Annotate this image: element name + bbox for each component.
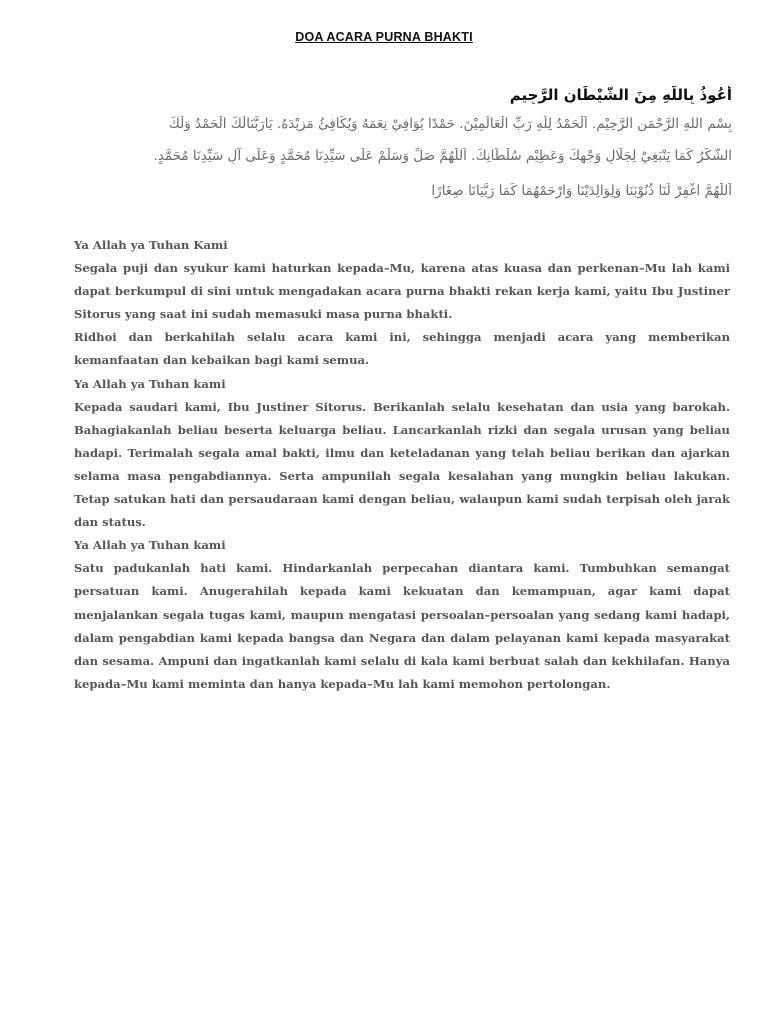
arabic-opening-line-3: اَللّٰهُمَّ اغْفِرْ لَنَا ذُنُوْبَنَا وَلِوَالِدَيْنَا وَارْحَمْهُمَا كَمَا رَبَّيَانَا صِغَارًا	[431, 183, 732, 199]
arabic-opening-line-2: الشُّكْرُ كَمَا يَنْبَغِيْ لِجَلَالِ وَجْهِكَ وَعَظِيْمِ سُلْطَانِكَ. اَللّٰهُمَّ صَلِّ وَسَلِّمْ عَلَى سَيِّدِنَا مُحَمَّدٍ وَعَلَى آلِ سَيِّدِنَا مُحَمَّدٍ.	[153, 148, 732, 164]
prayer-paragraph: Satu padukanlah hati kami. Hindarkanlah perpecahan diantara kami. Tumbuhkan semangat persatuan kami. Anugerahilah kepada kami kekuatan dan kemampuan, agar kami dapat menjalankan segala tugas kami, maupun mengatasi persoalan–persoalan yang sedang kami hadapi, dalam pengabdian kami kepada bangsa dan Negara dan dalam pelayanan kami kepada masyarakat dan sesama. Ampuni dan ingatkanlah kami selalu di kala kami berbuat salah dan kekhilafan. Hanya kepada–Mu kami meminta dan hanya kepada–Mu lah kami memohon pertolongan.	[74, 561, 730, 691]
arabic-opening-line-1: بِسْمِ اللهِ الرَّحْمَنِ الرَّحِيْمِ. اَلْحَمْدُ لِلَّهِ رَبِّ الْعَالَمِيْنَ. حَمْدًا يُوَافِيْ نِعَمَهُ وَيُكَافِئُ مَزِيْدَهُ. يَارَبَّنَالَكَ الْحَمْدُ وَلَكَ	[168, 116, 732, 132]
prayer-paragraph: Segala puji dan syukur kami haturkan kepada–Mu, karena atas kuasa dan perkenan–Mu lah kami dapat berkumpul di sini untuk mengadakan acara purna bhakti rekan kerja kami, yaitu Ibu Justiner Sitorus yang saat ini sudah memasuki masa purna bhakti.	[74, 261, 730, 322]
prayer-heading: Ya Allah ya Tuhan kami	[74, 538, 226, 553]
prayer-paragraph: Ridhoi dan berkahilah selalu acara kami ini, sehingga menjadi acara yang memberikan kemanfaatan dan kebaikan bagi kami semua.	[74, 330, 730, 368]
prayer-heading: Ya Allah ya Tuhan kami	[74, 376, 226, 391]
arabic-taawudz: أَعُوذُ بِاللَّهِ مِنَ الشَّيْطَانِ الرَّجِيمِ	[509, 86, 732, 104]
prayer-heading: Ya Allah ya Tuhan Kami	[74, 238, 228, 252]
document-title: DOA ACARA PURNA BHAKTI	[295, 30, 473, 44]
prayer-body	[74, 234, 730, 696]
prayer-paragraph: Kepada saudari kami, Ibu Justiner Sitorus. Berikanlah selalu kesehatan dan usia yang barokah. Bahagiakanlah beliau beserta keluarga beliau. Lancarkanlah rizki dan segala urusan yang beliau hadapi. Terimalah segala amal bakti, ilmu dan keteladanan yang telah beliau berikan dan ajarkan selama masa pengabdiannya. Serta ampunilah segala kesalahan yang mungkin beliau lakukan. Tetap satukan hati dan persaudaraan kami dengan beliau, walaupun kami sudah terpisah oleh jarak dan status.	[74, 399, 730, 530]
